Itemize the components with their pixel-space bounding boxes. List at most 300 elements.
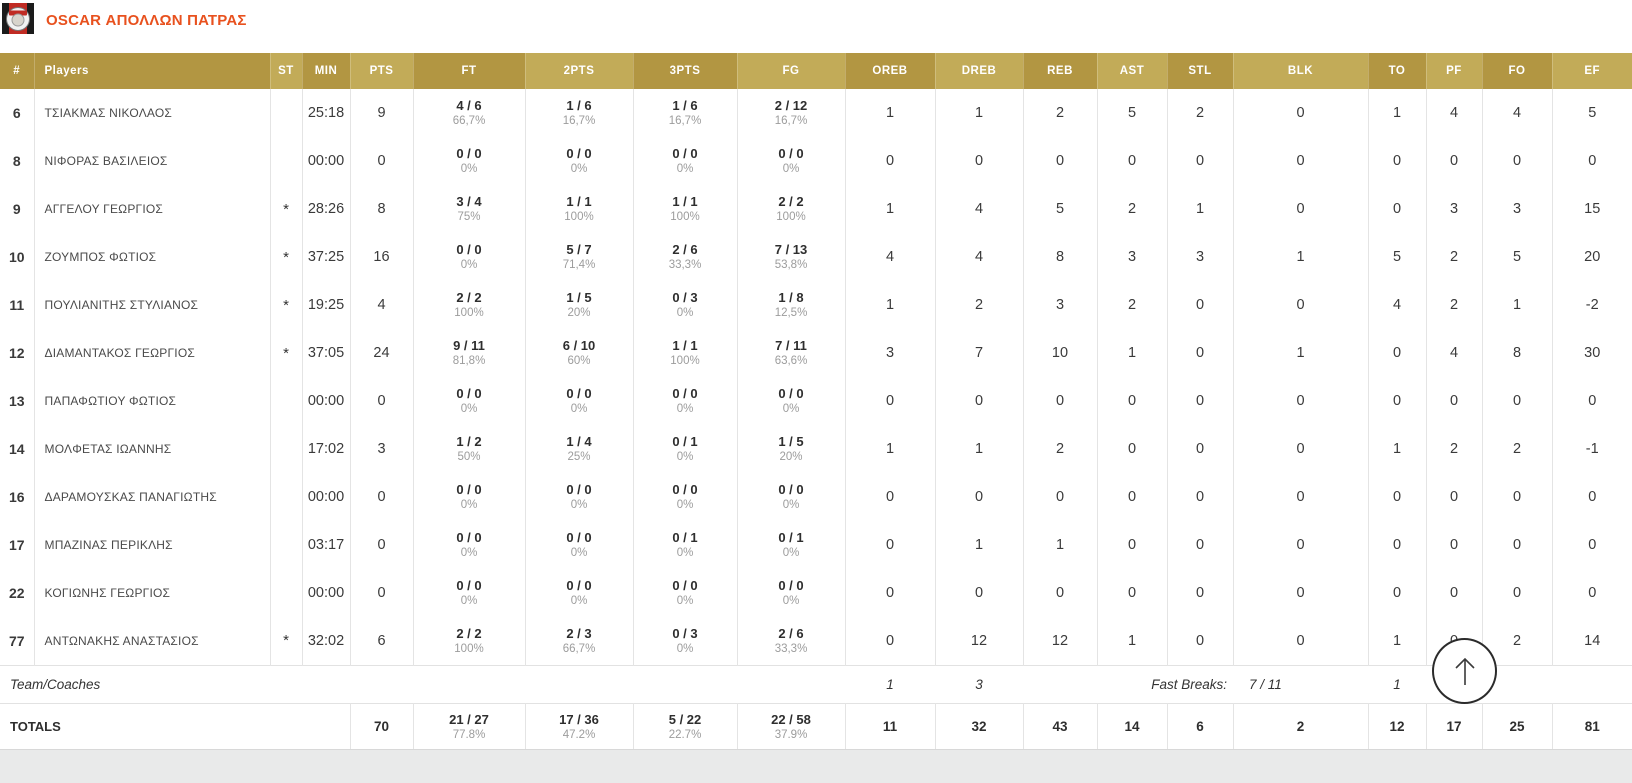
ft-cell-made-attempted: 2 / 2 <box>456 625 482 641</box>
dreb-cell: 1 <box>935 89 1023 137</box>
logo-badge <box>6 7 30 31</box>
totals-ft-cell-made-attempted: 21 / 27 <box>449 711 489 727</box>
fo-cell: 2 <box>1482 617 1552 665</box>
2pts-cell <box>525 281 633 329</box>
ef-cell: -2 <box>1585 297 1599 313</box>
points-cell: 4 <box>350 281 413 329</box>
totals-pf-cell: 17 <box>1426 703 1482 750</box>
2pts-cell-made-attempted: 2 / 3 <box>566 625 592 641</box>
ft-cell <box>413 137 525 185</box>
fg-cell-made-attempted: 7 / 11 <box>775 338 807 353</box>
ft-cell-percentage: 100% <box>454 642 484 655</box>
stl-cell: 0 <box>1167 473 1233 521</box>
ef-cell: 20 <box>1584 249 1601 265</box>
player-name: ΚΟΓΙΩΝΗΣ ΓΕΩΡΓΙΟΣ <box>34 569 270 617</box>
3pts-cell <box>633 617 737 665</box>
to-cell: 0 <box>1368 569 1426 617</box>
ft-cell <box>413 185 525 233</box>
player-row <box>0 185 1632 233</box>
3pts-cell-made-attempted: 2 / 6 <box>672 242 698 257</box>
team-logo <box>2 3 34 34</box>
fo-cell: 0 <box>1482 377 1552 425</box>
fg-cell-made-attempted: 0 / 0 <box>778 146 804 161</box>
2pts-cell-made-attempted: 5 / 7 <box>566 242 592 257</box>
reb-cell: 8 <box>1023 233 1097 281</box>
minutes-cell: 00:00 <box>302 569 350 617</box>
3pts-cell <box>633 329 737 377</box>
2pts-cell-percentage: 0% <box>570 547 588 559</box>
fg-cell-made-attempted: 2 / 12 <box>774 98 808 113</box>
2pts-cell-made-attempted: 0 / 0 <box>566 578 592 593</box>
2pts-cell <box>525 185 633 233</box>
dreb-cell: 12 <box>935 617 1023 665</box>
fg-cell <box>737 89 845 137</box>
3pts-cell-made-attempted: 0 / 0 <box>672 386 698 401</box>
fg-cell-made-attempted: 0 / 0 <box>778 386 804 401</box>
totals-2pts-cell-percentage: 47.2% <box>562 728 596 741</box>
ast-cell: 0 <box>1097 521 1167 569</box>
fg-cell <box>737 473 845 521</box>
col-header-fo: FO <box>1482 53 1552 89</box>
3pts-cell <box>633 377 737 425</box>
ast-cell: 1 <box>1097 329 1167 377</box>
3pts-cell <box>633 185 737 233</box>
player-row <box>0 473 1632 521</box>
2pts-cell <box>525 233 633 281</box>
ef-cell: 0 <box>1588 537 1597 553</box>
bottom-strip <box>0 749 1632 783</box>
fg-cell-percentage: 53,8% <box>774 259 808 271</box>
oreb-cell: 0 <box>845 617 935 665</box>
player-number: 77 <box>0 617 34 665</box>
ast-cell: 2 <box>1097 281 1167 329</box>
totals-ft-cell <box>413 703 525 750</box>
fg-cell-percentage: 33,3% <box>774 642 808 655</box>
totals-ast-cell: 14 <box>1097 703 1167 750</box>
2pts-cell <box>525 569 633 617</box>
stl-cell: 2 <box>1167 89 1233 137</box>
pf-cell: 2 <box>1426 281 1482 329</box>
ef-cell: 0 <box>1588 153 1597 169</box>
col-header-3pts: 3PTS <box>633 53 737 89</box>
fg-cell-percentage: 0% <box>782 499 800 511</box>
starter-cell: * <box>270 329 302 377</box>
3pts-cell-percentage: 0% <box>676 307 694 319</box>
col-header-min: MIN <box>302 53 350 89</box>
oreb-cell: 3 <box>845 329 935 377</box>
dreb-cell: 2 <box>935 281 1023 329</box>
ft-cell-percentage: 100% <box>454 307 484 319</box>
player-name: ΑΓΓΕΛΟΥ ΓΕΩΡΓΙΟΣ <box>34 185 270 233</box>
fg-cell <box>737 137 845 185</box>
col-header-ast: AST <box>1097 53 1167 89</box>
blk-cell: 0 <box>1233 89 1368 137</box>
totals-oreb-cell: 11 <box>845 703 935 750</box>
player-number: 22 <box>0 569 34 617</box>
2pts-cell-percentage: 16,7% <box>562 115 596 127</box>
player-name: ΤΣΙΑΚΜΑΣ ΝΙΚΟΛΑΟΣ <box>34 89 270 137</box>
boxscore-table <box>0 53 1632 751</box>
minutes-cell: 32:02 <box>302 617 350 665</box>
to-cell: 1 <box>1368 425 1426 473</box>
3pts-cell-percentage: 100% <box>670 355 700 367</box>
starter-cell <box>270 425 302 473</box>
fo-cell: 4 <box>1482 89 1552 137</box>
ft-cell-percentage: 50% <box>457 451 481 463</box>
2pts-cell-made-attempted: 0 / 0 <box>566 482 592 497</box>
reb-cell: 0 <box>1023 473 1097 521</box>
2pts-cell-percentage: 71,4% <box>562 259 596 271</box>
ft-cell-percentage: 0% <box>460 595 478 607</box>
stl-cell: 0 <box>1167 137 1233 185</box>
pf-cell: 4 <box>1426 329 1482 377</box>
2pts-cell-made-attempted: 1 / 6 <box>566 98 592 113</box>
ft-cell <box>413 521 525 569</box>
stl-cell: 0 <box>1167 569 1233 617</box>
2pts-cell <box>525 617 633 665</box>
3pts-cell <box>633 425 737 473</box>
fo-cell: 0 <box>1482 521 1552 569</box>
player-row <box>0 89 1632 137</box>
2pts-cell-percentage: 60% <box>567 355 591 367</box>
col-header-ef: EF <box>1552 53 1632 89</box>
to-cell: 0 <box>1368 521 1426 569</box>
ft-cell <box>413 89 525 137</box>
dreb-cell: 0 <box>935 137 1023 185</box>
totals-dreb-cell: 32 <box>935 703 1023 750</box>
player-name: ΔΙΑΜΑΝΤΑΚΟΣ ΓΕΩΡΓΙΟΣ <box>34 329 270 377</box>
ft-cell-made-attempted: 1 / 2 <box>456 434 482 449</box>
points-cell: 3 <box>350 425 413 473</box>
ef-cell: 0 <box>1588 489 1597 505</box>
player-row <box>0 425 1632 473</box>
player-number: 11 <box>0 281 34 329</box>
dreb-cell: 0 <box>935 377 1023 425</box>
2pts-cell-made-attempted: 1 / 1 <box>566 194 592 209</box>
to-cell: 0 <box>1368 185 1426 233</box>
3pts-cell <box>633 473 737 521</box>
oreb-cell: 1 <box>845 281 935 329</box>
pf-cell: 2 <box>1426 425 1482 473</box>
3pts-cell-made-attempted: 1 / 1 <box>672 194 698 209</box>
fg-cell <box>737 617 845 665</box>
3pts-cell <box>633 569 737 617</box>
2pts-cell <box>525 521 633 569</box>
fg-cell-percentage: 0% <box>782 163 800 175</box>
ft-cell <box>413 377 525 425</box>
reb-cell: 2 <box>1023 89 1097 137</box>
ef-cell: 30 <box>1584 345 1601 361</box>
reb-cell: 5 <box>1023 185 1097 233</box>
starter-cell <box>270 377 302 425</box>
fg-cell-made-attempted: 7 / 13 <box>774 242 808 257</box>
pf-cell: 2 <box>1426 233 1482 281</box>
totals-2pts-cell <box>525 703 633 750</box>
totals-fg-cell-percentage: 37.9% <box>774 728 808 741</box>
player-number: 16 <box>0 473 34 521</box>
ft-cell-made-attempted: 0 / 0 <box>456 482 482 497</box>
player-name: ΝΙΦΟΡΑΣ ΒΑΣΙΛΕΙΟΣ <box>34 137 270 185</box>
ast-cell: 1 <box>1097 617 1167 665</box>
dreb-cell: 1 <box>935 521 1023 569</box>
3pts-cell-percentage: 0% <box>676 163 694 175</box>
player-number: 9 <box>0 185 34 233</box>
ast-cell: 0 <box>1097 377 1167 425</box>
fo-cell: 2 <box>1482 425 1552 473</box>
ft-cell <box>413 617 525 665</box>
oreb-cell: 1 <box>845 89 935 137</box>
oreb-cell: 0 <box>845 569 935 617</box>
col-header-oreb: OREB <box>845 53 935 89</box>
col-header-stl: STL <box>1167 53 1233 89</box>
minutes-cell: 00:00 <box>302 137 350 185</box>
ft-cell-percentage: 66,7% <box>452 115 486 127</box>
to-cell: 0 <box>1368 329 1426 377</box>
minutes-cell: 17:02 <box>302 425 350 473</box>
team-oreb-cell: 1 <box>845 665 935 703</box>
fg-cell-percentage: 0% <box>782 595 800 607</box>
ast-cell: 3 <box>1097 233 1167 281</box>
3pts-cell-made-attempted: 0 / 1 <box>672 434 698 449</box>
player-number: 10 <box>0 233 34 281</box>
dreb-cell: 1 <box>935 425 1023 473</box>
ft-cell-made-attempted: 2 / 2 <box>456 290 482 305</box>
fg-cell <box>737 377 845 425</box>
team-title: OSCAR ΑΠΟΛΛΩΝ ΠΑΤΡΑΣ <box>46 12 247 29</box>
ast-cell: 0 <box>1097 137 1167 185</box>
player-row <box>0 233 1632 281</box>
totals-3pts-cell-made-attempted: 5 / 22 <box>668 711 702 727</box>
totals-blk-cell: 2 <box>1233 703 1368 750</box>
fo-cell: 3 <box>1482 185 1552 233</box>
points-cell: 9 <box>350 89 413 137</box>
blk-cell: 0 <box>1233 569 1368 617</box>
oreb-cell: 0 <box>845 377 935 425</box>
up-arrow-icon <box>1450 653 1480 689</box>
ft-cell-made-attempted: 0 / 0 <box>456 242 482 257</box>
player-name: ΔΑΡΑΜΟΥΣΚΑΣ ΠΑΝΑΓΙΩΤΗΣ <box>34 473 270 521</box>
minutes-cell: 00:00 <box>302 377 350 425</box>
ft-cell-made-attempted: 0 / 0 <box>456 146 482 161</box>
totals-2pts-cell-made-attempted: 17 / 36 <box>559 711 599 727</box>
3pts-cell <box>633 89 737 137</box>
3pts-cell-percentage: 33,3% <box>668 259 702 271</box>
blk-cell: 0 <box>1233 521 1368 569</box>
2pts-cell <box>525 425 633 473</box>
to-cell: 0 <box>1368 377 1426 425</box>
2pts-cell-made-attempted: 0 / 0 <box>566 146 592 161</box>
to-cell: 0 <box>1368 473 1426 521</box>
2pts-cell-percentage: 0% <box>570 499 588 511</box>
3pts-cell <box>633 137 737 185</box>
player-name: ΜΟΛΦΕΤΑΣ ΙΩΑΝΝΗΣ <box>34 425 270 473</box>
fg-cell-made-attempted: 1 / 8 <box>778 290 804 305</box>
ast-cell: 5 <box>1097 89 1167 137</box>
starter-cell: * <box>270 281 302 329</box>
player-row <box>0 137 1632 185</box>
scroll-top-button[interactable] <box>1432 638 1497 704</box>
fg-cell-made-attempted: 0 / 1 <box>778 530 804 545</box>
totals-pts-cell: 70 <box>350 703 413 750</box>
totals-fo-cell: 25 <box>1482 703 1552 750</box>
col-header-reb: REB <box>1023 53 1097 89</box>
3pts-cell-percentage: 0% <box>676 547 694 559</box>
3pts-cell-made-attempted: 0 / 0 <box>672 482 698 497</box>
ft-cell-made-attempted: 0 / 0 <box>456 530 482 545</box>
starter-cell: * <box>270 233 302 281</box>
player-number: 17 <box>0 521 34 569</box>
minutes-cell: 28:26 <box>302 185 350 233</box>
ft-cell <box>413 281 525 329</box>
totals-fg-cell-made-attempted: 22 / 58 <box>771 711 811 727</box>
reb-cell: 1 <box>1023 521 1097 569</box>
logo-badge-center <box>12 14 25 27</box>
col-header-st: ST <box>270 53 302 89</box>
team-coaches-row <box>0 665 1632 703</box>
blk-cell: 0 <box>1233 473 1368 521</box>
fg-cell <box>737 521 845 569</box>
totals-fg-cell <box>737 703 845 750</box>
ft-cell-percentage: 75% <box>457 211 481 223</box>
minutes-cell: 25:18 <box>302 89 350 137</box>
ef-cell: 0 <box>1588 393 1597 409</box>
stl-cell: 3 <box>1167 233 1233 281</box>
pf-cell: 3 <box>1426 185 1482 233</box>
ast-cell: 0 <box>1097 569 1167 617</box>
2pts-cell <box>525 473 633 521</box>
col-header-2pts: 2PTS <box>525 53 633 89</box>
stl-cell: 0 <box>1167 425 1233 473</box>
table-body <box>0 89 1632 750</box>
fg-cell-percentage: 12,5% <box>774 307 808 319</box>
fg-cell <box>737 185 845 233</box>
pf-cell: 0 <box>1426 377 1482 425</box>
3pts-cell <box>633 281 737 329</box>
3pts-cell-made-attempted: 0 / 0 <box>672 578 698 593</box>
fo-cell: 8 <box>1482 329 1552 377</box>
reb-cell: 10 <box>1023 329 1097 377</box>
fg-cell-percentage: 100% <box>776 211 806 223</box>
3pts-cell-made-attempted: 0 / 3 <box>672 290 698 305</box>
stl-cell: 0 <box>1167 377 1233 425</box>
points-cell: 0 <box>350 473 413 521</box>
ft-cell <box>413 233 525 281</box>
fg-cell <box>737 425 845 473</box>
player-row <box>0 329 1632 377</box>
player-number: 13 <box>0 377 34 425</box>
player-row <box>0 281 1632 329</box>
col-header-fg: FG <box>737 53 845 89</box>
ft-cell <box>413 329 525 377</box>
fo-cell: 5 <box>1482 233 1552 281</box>
ast-cell: 0 <box>1097 425 1167 473</box>
player-number: 14 <box>0 425 34 473</box>
points-cell: 6 <box>350 617 413 665</box>
player-row <box>0 377 1632 425</box>
ft-cell <box>413 473 525 521</box>
3pts-cell-made-attempted: 0 / 3 <box>672 625 698 641</box>
reb-cell: 3 <box>1023 281 1097 329</box>
fo-cell: 0 <box>1482 569 1552 617</box>
col-header-ft: FT <box>413 53 525 89</box>
blk-cell: 0 <box>1233 185 1368 233</box>
fo-cell: 0 <box>1482 137 1552 185</box>
fast-breaks-value: 7 / 11 <box>1233 665 1368 703</box>
starter-cell: * <box>270 185 302 233</box>
fg-cell-percentage: 0% <box>782 547 800 559</box>
points-cell: 24 <box>350 329 413 377</box>
3pts-cell-percentage: 16,7% <box>668 115 702 127</box>
ef-cell: -1 <box>1585 441 1599 457</box>
col-header-pts: PTS <box>350 53 413 89</box>
totals-stl-cell: 6 <box>1167 703 1233 750</box>
3pts-cell-made-attempted: 0 / 1 <box>672 530 698 545</box>
reb-cell: 0 <box>1023 377 1097 425</box>
points-cell: 0 <box>350 377 413 425</box>
starter-cell <box>270 569 302 617</box>
2pts-cell-percentage: 100% <box>564 211 594 223</box>
ef-cell: 5 <box>1588 105 1597 121</box>
fg-cell <box>737 233 845 281</box>
ast-cell: 2 <box>1097 185 1167 233</box>
to-cell: 1 <box>1368 89 1426 137</box>
fg-cell-made-attempted: 0 / 0 <box>778 578 804 593</box>
reb-cell: 0 <box>1023 569 1097 617</box>
totals-row <box>0 703 1632 750</box>
oreb-cell: 4 <box>845 233 935 281</box>
stl-cell: 0 <box>1167 329 1233 377</box>
totals-to-cell: 12 <box>1368 703 1426 750</box>
2pts-cell <box>525 89 633 137</box>
fo-cell: 0 <box>1482 473 1552 521</box>
ft-cell-percentage: 0% <box>460 547 478 559</box>
ft-cell-percentage: 0% <box>460 163 478 175</box>
oreb-cell: 0 <box>845 521 935 569</box>
reb-cell: 12 <box>1023 617 1097 665</box>
player-row <box>0 521 1632 569</box>
player-name: ΠΑΠΑΦΩΤΙΟΥ ΦΩΤΙΟΣ <box>34 377 270 425</box>
points-cell: 16 <box>350 233 413 281</box>
fg-cell-percentage: 16,7% <box>774 115 808 127</box>
ef-cell: 0 <box>1588 585 1597 601</box>
blk-cell: 0 <box>1233 377 1368 425</box>
fg-cell-made-attempted: 1 / 5 <box>778 434 804 449</box>
blk-cell: 1 <box>1233 329 1368 377</box>
player-name: ΑΝΤΩΝΑΚΗΣ ΑΝΑΣΤΑΣΙΟΣ <box>34 617 270 665</box>
col-header-to: TO <box>1368 53 1426 89</box>
fg-cell-made-attempted: 2 / 2 <box>778 194 804 209</box>
player-number: 6 <box>0 89 34 137</box>
minutes-cell: 37:25 <box>302 233 350 281</box>
col-header-dreb: DREB <box>935 53 1023 89</box>
starter-cell: * <box>270 617 302 665</box>
player-name: ΜΠΑΖΙΝΑΣ ΠΕΡΙΚΛΗΣ <box>34 521 270 569</box>
pf-cell: 0 <box>1426 473 1482 521</box>
3pts-cell-percentage: 100% <box>670 211 700 223</box>
oreb-cell: 1 <box>845 425 935 473</box>
reb-cell: 0 <box>1023 137 1097 185</box>
fast-breaks-label: Fast Breaks: <box>1023 665 1233 703</box>
totals-reb-cell: 43 <box>1023 703 1097 750</box>
team-to-cell: 1 <box>1368 665 1426 703</box>
3pts-cell-percentage: 0% <box>676 451 694 463</box>
to-cell: 5 <box>1368 233 1426 281</box>
points-cell: 0 <box>350 137 413 185</box>
2pts-cell-made-attempted: 0 / 0 <box>566 530 592 545</box>
ft-cell-percentage: 81,8% <box>452 355 486 367</box>
stl-cell: 0 <box>1167 521 1233 569</box>
ft-cell-made-attempted: 9 / 11 <box>453 338 485 353</box>
